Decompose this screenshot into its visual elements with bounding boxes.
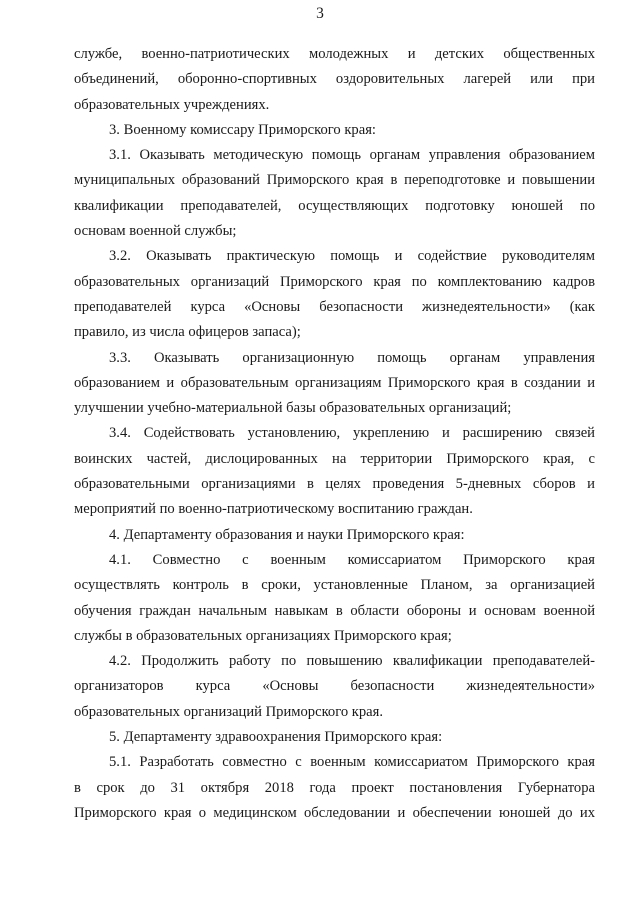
- paragraph: [74, 118, 595, 143]
- text-line: правило, из числа офицеров запаса);: [74, 324, 301, 341]
- text-line: службы в образовательных организациях Приморского края;: [74, 627, 452, 644]
- text-line: 3. Военному комиссару Приморского края:: [109, 121, 376, 138]
- document-body: [74, 42, 595, 826]
- text-line: службе, военно-патриотических молодежных и детских общественных: [74, 46, 595, 62]
- text-line: образовательных учреждениях.: [74, 96, 270, 113]
- text-line: муниципальных образований Приморского края в переподготовке и повышении: [74, 172, 595, 189]
- text-line: 4. Департаменту образования и науки Приморского края:: [109, 526, 465, 543]
- text-line: организаторов курса «Основы безопасности жизнедеятельности»: [74, 678, 595, 695]
- page-number: 3: [316, 5, 324, 22]
- text-line: объединений, оборонно-спортивных оздоровительных лагерей или при: [74, 71, 595, 88]
- text-line: образовательных организаций Приморского края по комплектованию кадров: [74, 273, 595, 290]
- paragraph: [74, 523, 595, 548]
- text-line: улучшении учебно-материальной базы образовательных организаций;: [74, 400, 512, 417]
- text-line: обучения граждан начальным навыкам в области обороны и основам военной: [74, 602, 595, 619]
- text-line: квалификации преподавателей, осуществляющих подготовку юношей по: [74, 197, 595, 214]
- paragraph: [74, 750, 595, 826]
- text-line: 3.1. Оказывать методическую помощь органам управления образованием: [109, 147, 595, 164]
- paragraph: [74, 143, 595, 244]
- text-line: 3.3. Оказывать организационную помощь органам управления: [109, 349, 595, 366]
- paragraph: [74, 346, 595, 422]
- paragraph: [74, 548, 595, 649]
- paragraph: [74, 725, 595, 750]
- text-line: образовательными организациями в целях проведения 5-дневных сборов и: [74, 476, 595, 493]
- paragraph: [74, 421, 595, 522]
- text-line: 3.4. Содействовать установлению, укреплению и расширению связей: [109, 425, 595, 442]
- text-line: основам военной службы;: [74, 223, 237, 240]
- text-line: преподавателей курса «Основы безопасности жизнедеятельности» (как: [74, 298, 595, 315]
- text-line: образовательных организаций Приморского края.: [74, 703, 384, 720]
- text-line: мероприятий по военно-патриотическому воспитанию граждан.: [74, 501, 473, 518]
- text-line: 3.2. Оказывать практическую помощь и содействие руководителям: [109, 248, 595, 265]
- text-line: 4.2. Продолжить работу по повышению квалификации преподавателей-: [109, 653, 595, 670]
- text-line: воинских частей, дислоцированных на территории Приморского края, с: [74, 450, 595, 467]
- text-line: в срок до 31 октября 2018 года проект постановления Губернатора: [74, 779, 595, 796]
- paragraph: [74, 649, 595, 725]
- paragraph: [74, 244, 595, 345]
- text-line: 5. Департаменту здравоохранения Приморского края:: [109, 729, 443, 746]
- text-line: 5.1. Разработать совместно с военным комиссариатом Приморского края: [109, 754, 595, 771]
- text-line: 4.1. Совместно с военным комиссариатом Приморского края: [109, 551, 595, 568]
- text-line: образованием и образовательным организациям Приморского края в создании и: [74, 374, 595, 391]
- paragraph: [74, 42, 595, 118]
- text-line: осуществлять контроль в сроки, установленные Планом, за организацией: [74, 577, 595, 594]
- text-line: Приморского края о медицинском обследовании и обеспечении юношей до их: [74, 804, 595, 821]
